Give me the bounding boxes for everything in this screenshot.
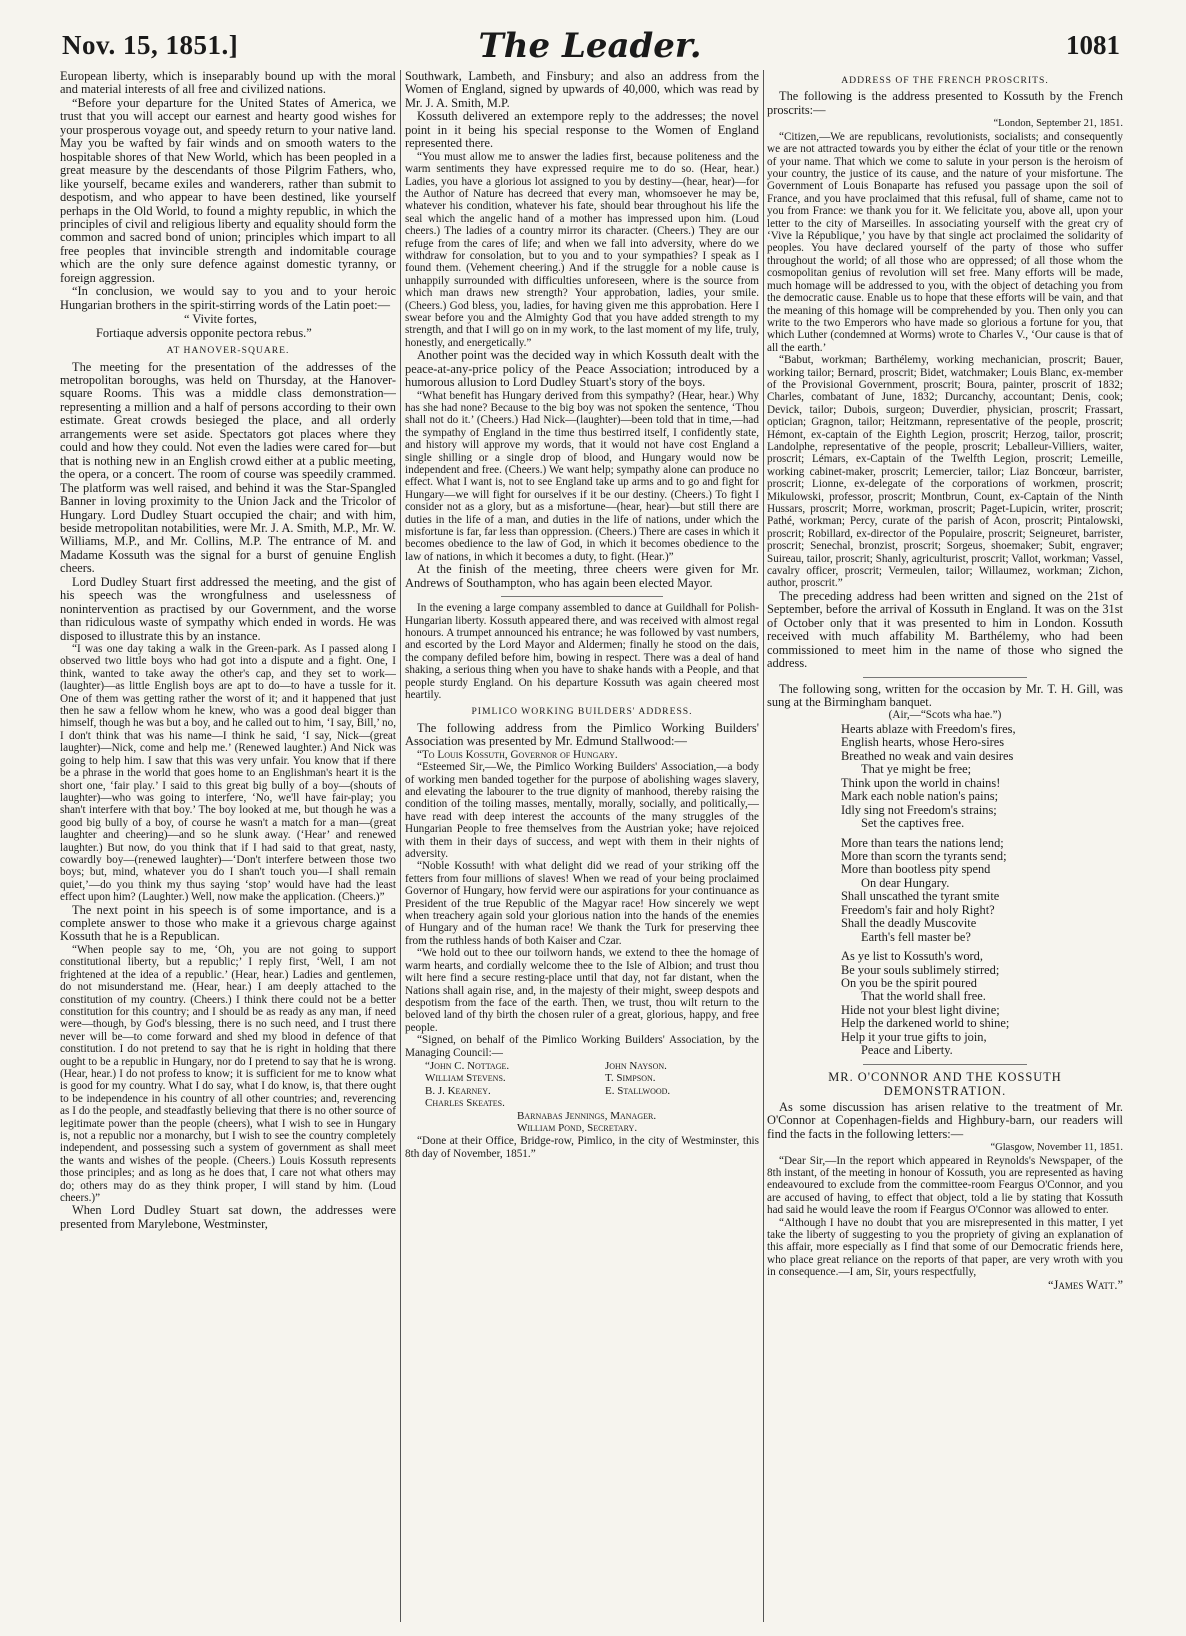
signatory: “John C. Nottage. (425, 1059, 510, 1072)
paragraph: The next point in his speech is of some importance, and is a complete answer to those who make it a grievous charge against Kossuth that he is a Republican. (60, 902, 396, 944)
column-rule (400, 70, 401, 1622)
song-line: Be your souls sublimely stirred; (841, 962, 1000, 977)
signatory: B. J. Kearney. (425, 1084, 491, 1097)
divider (863, 677, 1027, 678)
song-line: More than tears the nations lend; (841, 835, 1004, 850)
section-heading: PIMLICO WORKING BUILDERS' ADDRESS. (471, 706, 693, 718)
paragraph: European liberty, which is inseparably bound up with the moral and material interests of all free and civilized nations. (60, 70, 396, 97)
divider (501, 596, 664, 597)
song-line: Hide not your blest light divine; (841, 1002, 1000, 1017)
quoted-speech: “I was one day taking a walk in the Green-park. As I passed along I observed two little boys who had got into a dispute and a fight. One, I think, wanted to take away the other's cap, and they set to work—(laughter)—as little English boys are apt to do—to have a tussle for it. One of them was getting rather the worst of it; and it happened that just then he saw a fellow whom he knew, who was a good deal bigger than himself, though he was but a boy, and he called out to him, ‘I say, Bill,’ no, I don't think that was his name—I think he said, ‘I say, Nick—(great laughter)—Nick, come and help me.’ (Renewed laughter.) And Nick was going to help him. I saw that this was very unfair. You know that if there be a phrase in the world that goes home to an Englishman's heart it is the short one, ‘fair play.’ I said to this great big bully of a boy—(shouts of laughter)—who was going to interfere, ‘No, we'll have fair-play; you shan't interfere with that boy.’ The boy looked at me, but though he was a good big bully of a boy, of course he wasn't a match for a man—(great laughter and cheering)—and so he slunk away. (‘Hear’ and renewed laughter.) But now, do you think that if I had said to that great, nasty, cowardly boy—(renewed laughter)—‘Don't interfere between those two boys; but, mind, whatever you do I shan't touch you—I shall remain quiet,’—do you think my thus saying ‘stop’ would have had the least effect upon him? (Laughter.) Well, now make the application. (Cheers.)” (60, 643, 396, 904)
paragraph: When Lord Dudley Stuart sat down, the addresses were presented from Marylebone, Westminster, (60, 1203, 396, 1231)
paragraph: The following song, written for the occasion by Mr. T. H. Gill, was sung at the Birmingham banquet. (767, 681, 1123, 710)
signatories (405, 1060, 759, 1134)
letter-text: “Dear Sir,—In the report which appeared in Reynolds's Newspaper, of the 8th instant, of the meeting in honour of Kossuth, you are represented as having endeavoured to exclude from the committee-room Feargus O'Connor, and you are accused of having, to effect that object, told a lie by stating that Kossuth had said he would leave the room if Feargus O'Connor was allowed to enter. (767, 1154, 1123, 1217)
song-line: Set the captives free. (861, 816, 965, 831)
paragraph: “Before your departure for the United States of America, we trust that you will accept our earnest and hearty good wishes for your prosperous voyage out, and speedy return to your native land. May you be wafted by fair winds and on smooth waters to the hospitable shores of that New World, which has been peopled in a great measure by the descendants of those Pilgrim Fathers, who, like yourself, became exiles and wanderers, rather than submit to despotism, and who appear to have been destined, like yourself perhaps in the Old World, to found a mighty republic, in which the principles of civil and religious liberty and equality should form the common and sacred bond of union; principles which impart to all free peoples that invincible strength and indomitable courage which are the only sure defence against domestic tyranny, or foreign aggression. (60, 95, 396, 285)
latin-quote (60, 313, 396, 340)
song-line: More than bootless pity spend (841, 862, 991, 877)
issue-date: Nov. 15, 1851.] (62, 30, 239, 60)
address-text: “Esteemed Sir,—We, the Pimlico Working Builders' Association,—a body of working men banded together for the purpose of abolishing wages slavery, and elevating the labourer to the true dignity of manhood, thereby raising the condition of the toiling masses, mentally, morally, socially, and politically,—have read with deep interest the accounts of the many struggles of the Hungarian People to free themselves from the Austrian yoke; have rejoiced with them in their days of success, and wept with them in their nights of adversity. (405, 761, 759, 861)
column-1 (60, 70, 396, 1620)
column-rule (763, 70, 764, 1622)
signatory: E. Stallwood. (605, 1084, 671, 1097)
address-text: “Noble Kossuth! with what delight did we read of your striking off the fetters from four millions of slaves! When we read of your being proclaimed Governor of Hungary, how fervid were our aspirations for your continuance as President of the true Republic of the Magyar race! How sincerely we wept when treachery again sold your glorious nation into the hands of the enemies of Hungary and of the human race! We thank the Turk for preserving thee from the ruthless hands of both Kaiser and Czar. (405, 860, 759, 947)
song-line: Breathed no weak and vain desires (841, 748, 1014, 763)
song-line: That ye might be free; (861, 762, 972, 777)
song-verses (767, 723, 1123, 1058)
quoted-speech: “When people say to me, ‘Oh, you are not going to support constitutional liberty, but a republic;’ I reply first, ‘Well, I am not frightened at the idea of a republic.’ (Hear, hear.) Ladies and gentlemen, do not misunderstand me. (Hear, hear.) I am deeply attached to the constitution of my country. (Cheers.) I think there could not be a better constitution for this country; and I should be as ready as any man, if need were—though, by God's blessing, there is no such need, and I trust there never will be—to come forward and shed my blood in defence of that constitution. I do not pretend to say that he is right in holding that there ought to be a republic in Hungary, nor do I pretend to say that he is wrong. (Hear, hear.) I do not profess to know; it is sufficient for me to know what is good for my country. What I do say, what I do know, is, that there ought to be independence in his country of all other countries; and, reverencing as I do the people, and steadfastly believing that there is no other source of legitimate power than the people (cheers), what I wish to see in Hungary is, not a republic nor a monarchy, but I wish to see the country completely independent, and possessing such a system of government as shall meet the wants and wishes of the people. (Cheers.) Louis Kossuth represents those principles; and as long as he does that, I care not what others may do; others may do as they think proper, I will stand by him. (Loud cheers.)” (60, 943, 396, 1205)
song-line: More than scorn the tyrants send; (841, 848, 1007, 863)
page-number: 1081 (1066, 30, 1120, 60)
paragraph: “In conclusion, we would say to you and to your heroic Hungarian brothers in the spirit-stirring words of the Latin poet:— (60, 284, 396, 312)
song-line: Think upon the world in chains! (841, 775, 1001, 790)
section-heading: ADDRESS OF THE FRENCH PROSCRITS. (841, 75, 1049, 86)
verse-line: Fortiaque adversis opponite pectora rebus.” (96, 325, 312, 340)
song-line: English hearts, whose Hero-sires (841, 735, 1005, 750)
section-heading: MR. O'CONNOR AND THE KOSSUTH (828, 1069, 1062, 1084)
song-line: Shall unscathed the tyrant smite (841, 889, 1000, 904)
paragraph: Kossuth delivered an extempore reply to the addresses; the novel point in it being his special response to the Women of England represented there. (405, 109, 759, 151)
dateline: “London, September 21, 1851. (993, 118, 1123, 130)
address-text: “Signed, on behalf of the Pimlico Working Builders' Association, by the Managing Council:— (405, 1034, 759, 1059)
song-line: Idly sing not Freedom's strains; (841, 802, 997, 817)
song-line: Mark each noble nation's pains; (841, 789, 999, 804)
quoted-speech: “What benefit has Hungary derived from this sympathy? (Hear, hear.) Why has she had none? Because to the big boy was not spoken the sentence, ‘Thou shall not do it.’ (Cheers.) Had Nick—(laughter)—been told that in time,—had the sympathy of England in the time thus bestirred itself, I confidently state, and history will approve my words, that it would not have cost England a single shilling or a single drop of blood, and Hungary would now be independent and free. (Cheers.) We want help; sympathy alone can produce no effect. What I want is, not to see England take up arms and to go and fight for Hungary—we will fight for ourselves if it be our destiny. (Cheers.) To fight I consider not as a glory, but as a misfortune—(hear, hear)—but still there are duties in the life of a man, and duties in the life of nations, under which the misfortune is far, far less than oppression. (Cheers.) There are cases in which it becomes obedience to the law of God, in which it becomes obedience to the law of nations, in which it becomes a duty, to fight. (Hear.)” (405, 389, 759, 563)
paragraph: The meeting for the presentation of the addresses of the metropolitan boroughs, was held on Thursday, at the Hanover-square Rooms. This was a middle class demonstration—representing a million and a half of persons according to their own estimate. Great crowds besieged the place, and all orderly arrangements were set aside. Spectators got places where they could and how they could. Not even the ladies were cared for—but that is nothing new in an English crowd either at a public meeting, the opera, or a concert. The room of course was speedily crammed. The platform was well raised, and behind it was the Star-Spangled Banner in loving proximity to the Union Jack and the Tricolor of Hungary. Lord Dudley Stuart occupied the chair; and with him, beside metropolitan notabilities, were Mr. J. A. Smith, M.P., Mr. W. Williams, M.P., and Mr. Collins, M.P. The entrance of M. and Madame Kossuth was the signal for a burst of genuine English cheers. (60, 359, 396, 576)
song-line: Freedom's fair and holy Right? (841, 902, 995, 917)
section-heading: DEMONSTRATION. (883, 1083, 1007, 1098)
paragraph: The following is the address presented to Kossuth by the French proscrits:— (767, 89, 1123, 117)
masthead (54, 22, 1126, 66)
paragraph: The preceding address had been written and signed on the 21st of September, before the arrival of Kossuth in England. It was on the 31st of October only that it was presented to him in London. Kossuth received with much affability M. Barthélemy, who had been commissioned to meet him in the name of those who signed the address. (767, 588, 1123, 671)
song-line: As ye list to Kossuth's word, (841, 949, 983, 964)
quoted-speech: “You must allow me to answer the ladies first, because politeness and the warm sentiments they have expressed require me to do so. (Hear, hear.) Ladies, you have a glorious lot assigned to you by destiny—(hear, hear)—for the Author of Nature has decreed that every man, whomsoever he may be, whatever his condition, whatever his fate, should bear throughout his life the seal which the angelic hand of a mother has impressed upon him. (Loud cheers.) The ladies of a country mirror its character. (Cheers.) They are our refuge from the cares of life; and when we fall into adversity, where do we withdraw for consolation, but to you and to your sympathies? I speak as I found them. (Vehement cheering.) And if the struggle for a noble cause is unhappily surrounded with difficulties unforeseen, where is the source from which man draws new strength? Your approbation, ladies, your smile. (Cheers.) God bless, you, ladies, for having given me this approbation. Here I swear before you and the Almighty God that you have added strength to my strength, and that I will go on in my work, to the last moment of my life, truly, honestly, and energetically.” (405, 150, 759, 349)
song-line: Shall the deadly Muscovite (841, 916, 977, 931)
newspaper-title: The Leader. (478, 26, 702, 66)
paragraph: In the evening a large company assembled to dance at Guildhall for Polish-Hungarian liberty. Kossuth appeared there, and was received with almost regal honours. A trumpet announced his entrance; he was followed by vast numbers, and escorted by the Lord Mayor and Aldermen; finally he stood on the dais, the company defiled before him, bowing in respect. There was a deal of hand shaking, a serious thing when you have to shake hands with a People, and that people sturdy England. On his departure Kossuth was again cheered most heartily. (405, 602, 759, 702)
paragraph: Southwark, Lambeth, and Finsbury; and also an address from the Women of England, signed by upwards of 40,000, which was read by Mr. J. A. Smith, M.P. (405, 70, 759, 110)
signatory: Charles Skeates. (425, 1097, 505, 1110)
paragraph: Lord Dudley Stuart first addressed the meeting, and the gist of his speech was the wrongfulness and uselessness of nonintervention as practised by our Government, and the worse than ridiculous waste of sympathy which ended in words. He was disposed to illustrate this by an instance. (60, 574, 396, 643)
address-text: “We hold out to thee our toilworn hands, we extend to thee the homage of warm hearts, and cordially welcome thee to the Isle of Albion; and trust thou wilt here find a secure resting-place until that day, not far distant, when the Nations shall again rise, and, in the majesty of their might, sweep despots and despotism from the face of the earth. Then, we trust, thou wilt return to the beloved land of thy birth the chosen ruler of a great, glorious, happy, and free people. (405, 947, 759, 1034)
paragraph: Another point was the decided way in which Kossuth dealt with the peace-at-any-price policy of the Peace Association; introduced by a humorous allusion to Lord Dudley Stuart's story of the boys. (405, 348, 759, 390)
address-text: “Done at their Office, Bridge-row, Pimlico, in the city of Westminster, this 8th day of November, 1851.” (405, 1135, 759, 1160)
signatory: T. Simpson. (605, 1072, 656, 1085)
signatory: John Nayson. (605, 1059, 667, 1072)
paragraph: The following address from the Pimlico Working Builders' Association was presented by Mr. Edmund Stallwood:— (405, 720, 759, 749)
letter-text: “Although I have no doubt that you are misrepresented in this matter, I yet take the liberty of suggesting to you the propriety of giving an explanation of this affair, more especially as I find that some of our Democratic friends here, who place great reliance on the reports of that paper, are very wroth with you in consequence.—I am, Sir, yours respectfully, (767, 1216, 1123, 1279)
signatories-list: “Babut, workman; Barthélemy, working mechanician, proscrit; Bauer, working tailor; Bernard, proscrit; Bidet, watchmaker; Louis Blanc, ex-member of the Provisional Government, proscrit; Boura, painter, proscrit of 1832; Charles, combatant of June, 1832; Durcanchy, accountant; Denis, cook; Devick, tailor; Dubois, surgeon; Duverdier, physician, proscrit; Frassart, optician; Gragnon, tailor; Heitzmann, representative of the people, proscrit; Hémont, ex-captain of the Eighth Legion, proscrit; Herzog, tailor, proscrit; Landolphe, representative of the people, proscrit; Leballeur-Villiers, waiter, proscrit; Lémars, ex-Captain of the Twelfth Legion, proscrit; Lemeille, working cabinet-maker, proscrit; Lemercier, tailor; Liaz Boncœur, barrister, proscrit; Lionne, ex-delegate of the corporations of workmen, proscrit; Mikulowski, professor, proscrit; Montbrun, Count, ex-Captain of the Ninth Hussars, proscrit; Morre, workman, proscrit; Paget-Lupicin, writer, proscrit; Pathé, workman; Percy, curate of the parish of Acon, proscrit; Pintalowski, proscrit; Robillard, ex-director of the Populaire, proscrit; Seigneuret, barrister, proscrit; Senechal, bronzist, proscrit; Sorgeus, shoemaker; Subit, engraver; Suireau, tailor, proscrit; Shanly, agriculturist, proscrit; Vallot, workman; Vassel, cavalry officer, proscrit; Vermeulen, tailor; Willaumez, workman; Zichon, author, proscrit.” (767, 354, 1123, 590)
address-text: “Citizen,—We are republicans, revolutionists, socialists; and consequently we are not attracted towards you by either the éclat of your title or the renown of your name. That which we come to salute in your person is the heroism of your country, the justice of its cause, and the nature of your misfortune. The Government of Louis Bonaparte has refused you passage upon the soil of France, and you have proclaimed that this refusal, full of shame, came not to you from France: we thank you for it. We felicitate you, above all, upon your letter to the city of Marseilles. In associating yourself with the great cry of ‘Vive la République,’ you have by that single act proclaimed the solidarity of peoples. You have declared yourself of the party of those who suffer throughout the world; of all those who are oppressed; of all those whom the cosmopolitan genius of revolution will set free. Many efforts will be made, much homage will be addressed to you, with the object of detaching you from the democratic cause. Enable us to hope that these efforts will be vain, and that the meaning of this homage will be comprehended by you. Then only you can write to the two Emperors who have made so glorious a fortune for you, that which Luther (condemned at Worms) wrote to Charles V., ‘Our cause is that of all the earth.’ (767, 130, 1123, 354)
column-3 (767, 70, 1123, 1620)
song-line: On dear Hungary. (861, 875, 950, 890)
song-line: Peace and Liberty. (861, 1043, 953, 1058)
column-2 (405, 70, 759, 1620)
paragraph: At the finish of the meeting, three cheers were given for Mr. Andrews of Southampton, who has again been elected Mayor. (405, 562, 759, 590)
song-line: Help the darkened world to shine; (841, 1016, 1010, 1031)
song-line: On you be the spirit poured (841, 976, 977, 991)
section-heading: AT HANOVER-SQUARE. (166, 345, 290, 357)
song-air: (Air,—“Scots wha hae.”) (888, 709, 1002, 722)
salutation: “To Louis Kossuth, Governor of Hungary. (417, 748, 618, 761)
dateline: “Glasgow, November 11, 1851. (990, 1142, 1123, 1154)
song-line: That the world shall free. (861, 989, 986, 1004)
signatory: William Stevens. (425, 1072, 506, 1085)
song-line: Earth's fell master be? (861, 929, 971, 944)
letter-signature: “James Watt.” (1048, 1277, 1123, 1292)
song-line: Hearts ablaze with Freedom's fires, (841, 721, 1016, 736)
signatory: William Pond, Secretary. (517, 1121, 638, 1134)
divider (863, 1064, 1027, 1065)
verse-line: “ Vivite fortes, (184, 312, 258, 327)
signatory: Barnabas Jennings, Manager. (517, 1109, 657, 1122)
song-line: Help it your true gifts to join, (841, 1029, 987, 1044)
paragraph: As some discussion has arisen relative to the treatment of Mr. O'Connor at Copenhagen-fields and Highbury-barn, our readers will find the facts in the following letters:— (767, 1099, 1123, 1141)
